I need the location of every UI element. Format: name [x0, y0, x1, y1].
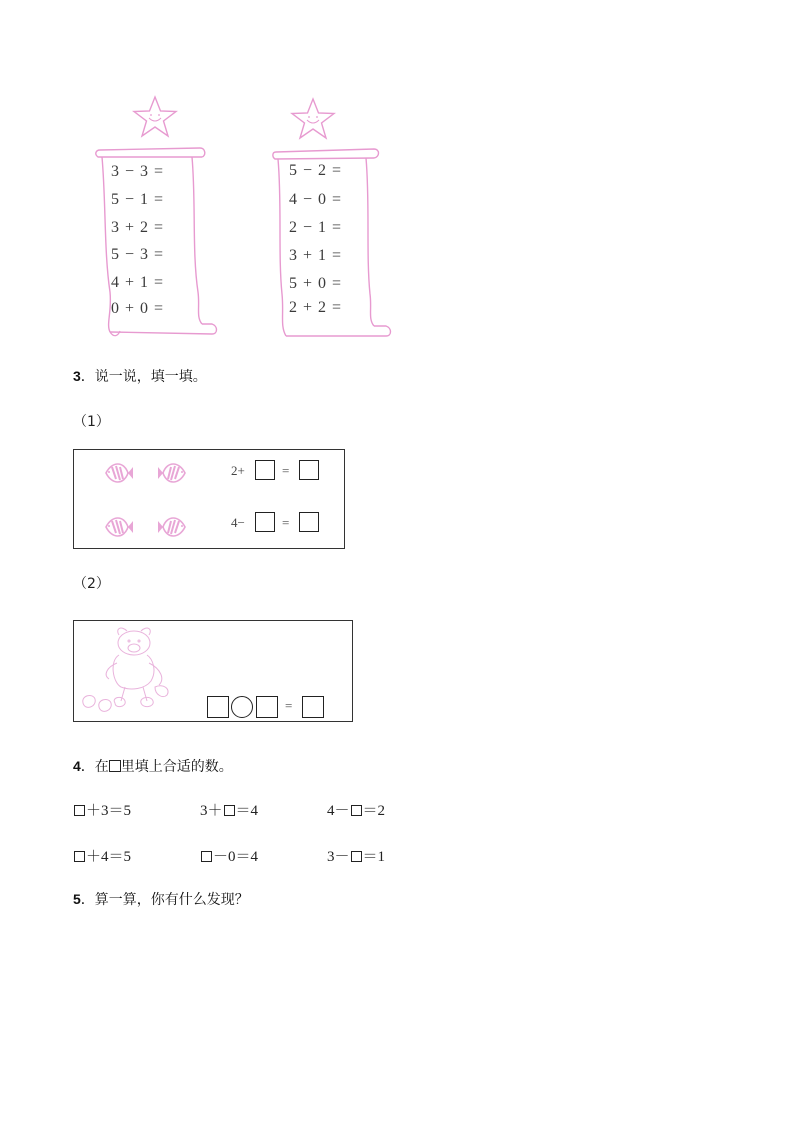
section-5-heading	[73, 889, 249, 909]
blank-square-input[interactable]	[74, 805, 85, 816]
answer-box[interactable]	[299, 460, 319, 480]
title-prefix: 在	[94, 759, 109, 775]
equation-suffix: ＝4	[235, 803, 259, 819]
equation-suffix: ＋4＝5	[86, 849, 132, 865]
equation-operand: 4−	[231, 515, 245, 530]
answer-box[interactable]	[302, 696, 324, 718]
equation: 5 − 1 =	[111, 191, 165, 208]
blank-square-icon	[109, 760, 121, 772]
equation: 4 − 0 =	[289, 191, 343, 208]
section-title: 说一说，填一填。	[94, 369, 207, 385]
equation: 5 + 0 =	[289, 275, 343, 292]
part-2-label: （2）	[73, 576, 110, 592]
equals-sign: =	[282, 515, 290, 530]
equation-operand: 2+	[231, 463, 245, 478]
star-icon	[132, 96, 178, 138]
section-title: 算一算，你有什么发现？	[94, 892, 249, 908]
answer-box[interactable]	[299, 512, 319, 532]
operator-circle[interactable]	[231, 696, 253, 718]
equation: 3 − 3 =	[111, 163, 165, 180]
fish-icon	[102, 457, 134, 489]
equals-sign: =	[285, 698, 293, 713]
section-number-dot: ．	[80, 369, 95, 385]
equation: 3 + 2 =	[111, 219, 165, 236]
blank-square-input[interactable]	[74, 851, 85, 862]
section-4-heading	[73, 756, 233, 776]
section-number-dot: ．	[80, 892, 95, 908]
fish-icon	[157, 457, 189, 489]
equation-suffix: ＋3＝5	[86, 803, 132, 819]
equation-prefix: 3－	[327, 849, 350, 865]
fill-in-equation	[327, 845, 385, 866]
equals-sign: =	[282, 463, 290, 478]
equation-suffix: ＝2	[362, 803, 386, 819]
pig-illustration	[79, 623, 174, 721]
blank-square-input[interactable]	[351, 851, 362, 862]
answer-box[interactable]	[256, 696, 278, 718]
equation: 4 + 1 =	[111, 274, 165, 291]
part-1-frame	[73, 449, 345, 549]
section-number: 3	[73, 368, 81, 384]
part-2-frame	[73, 620, 353, 722]
equation-suffix: ＝1	[362, 849, 386, 865]
blank-square-input[interactable]	[351, 805, 362, 816]
equation-prefix: 3＋	[200, 803, 223, 819]
equation: 5 − 3 =	[111, 246, 165, 263]
star-icon	[290, 98, 336, 140]
section-number: 4	[73, 758, 81, 774]
section-3-heading	[73, 366, 207, 386]
section-number: 5	[73, 891, 81, 907]
answer-box[interactable]	[207, 696, 229, 718]
fill-in-equation	[73, 799, 131, 820]
equation-suffix: －0＝4	[213, 849, 259, 865]
equation: 3 + 1 =	[289, 247, 343, 264]
equation-prefix: 4－	[327, 803, 350, 819]
equation: 0 + 0 =	[111, 300, 165, 317]
title-suffix: 里填上合适的数。	[120, 759, 233, 775]
section-number-dot: ．	[80, 759, 95, 775]
part-1-label: （1）	[73, 414, 110, 430]
equation: 5 − 2 =	[289, 162, 343, 179]
fill-in-equation	[327, 799, 385, 820]
fish-icon	[157, 511, 189, 543]
answer-box[interactable]	[255, 460, 275, 480]
equation: 2 + 2 =	[289, 299, 343, 316]
answer-box[interactable]	[255, 512, 275, 532]
blank-square-input[interactable]	[224, 805, 235, 816]
fish-icon	[102, 511, 134, 543]
fill-in-equation	[73, 845, 131, 866]
fill-in-equation	[200, 799, 258, 820]
blank-square-input[interactable]	[201, 851, 212, 862]
fill-in-equation	[200, 845, 258, 866]
equation: 2 − 1 =	[289, 219, 343, 236]
